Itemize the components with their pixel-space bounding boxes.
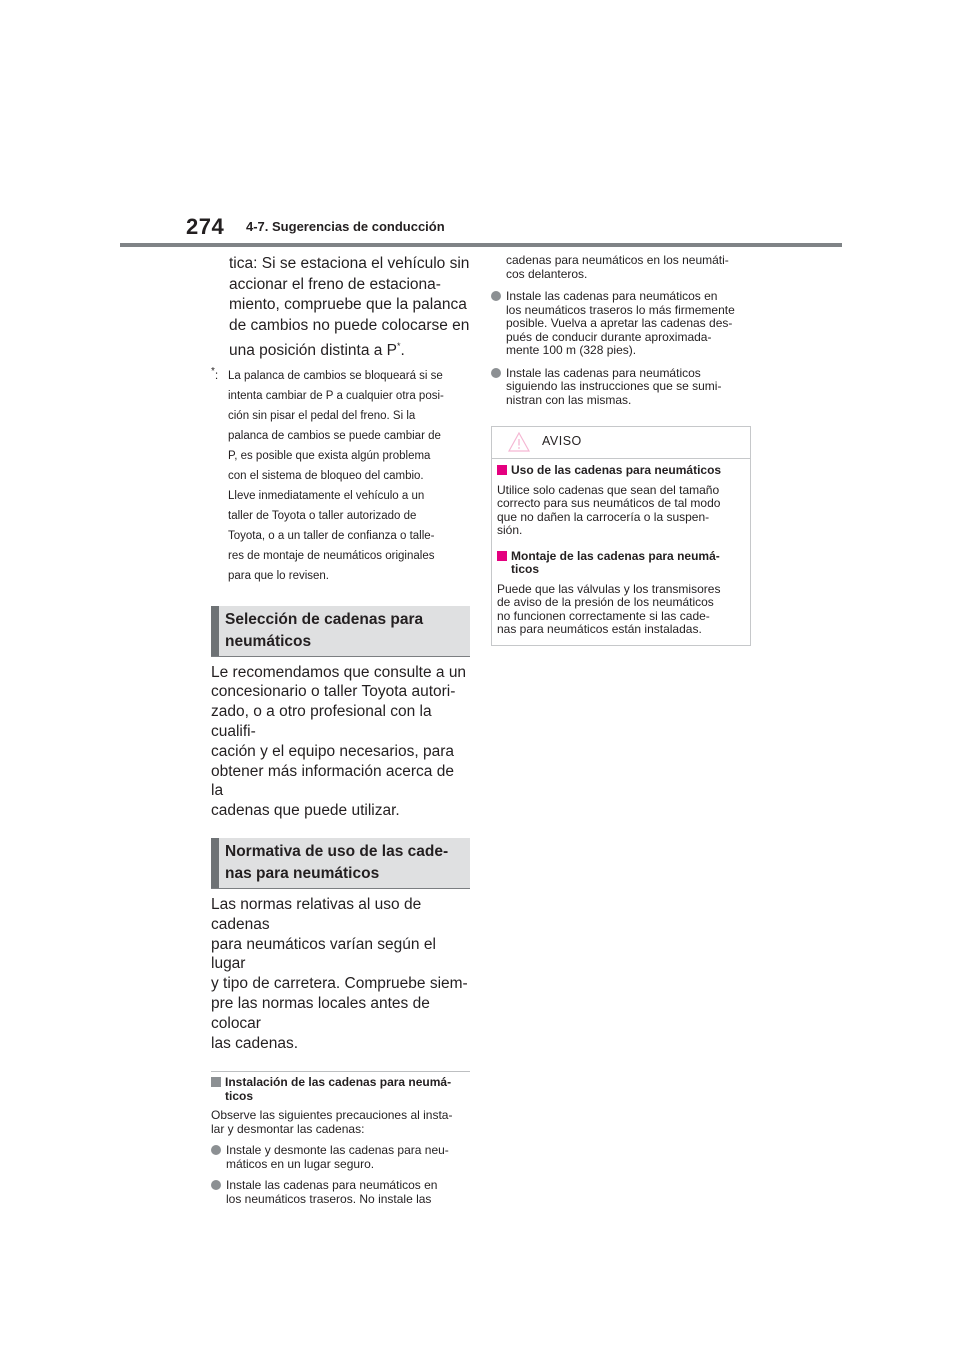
text-line: tica: Si se estaciona el vehículo sin [229, 255, 470, 272]
text-line: Le recomendamos que consulte a un [211, 663, 467, 681]
text-line: Utilice solo cadenas que sean del tamaño [497, 482, 720, 497]
text-line: cos delanteros. [506, 266, 588, 281]
footnote-mark [211, 362, 218, 385]
text-line: nistran con las mismas. [506, 392, 632, 407]
text-line: de cambios no puede colocarse en [229, 316, 470, 334]
text-line: nas para neumáticos están instaladas. [497, 622, 702, 636]
text-line: de aviso de la presión de los neumáticos [497, 595, 714, 609]
section-body [211, 895, 470, 1053]
circle-bullet-icon [491, 368, 501, 378]
text-line: no funcionen correctamente si las cade- [497, 608, 710, 623]
warning-subheading [497, 550, 745, 577]
text-line: pre las normas locales antes de colocar [211, 995, 430, 1032]
text-line: con el sistema de bloqueo del cambio. [228, 469, 424, 482]
subsection-heading [211, 1076, 470, 1103]
text-line: Toyota, o a un taller de confianza o talle- [228, 529, 435, 542]
heading-line: nas para neumáticos [225, 865, 380, 883]
left-column [211, 254, 470, 1206]
footnote-reference: * [397, 341, 401, 351]
warning-box [491, 426, 751, 646]
heading-line: neumáticos [225, 632, 312, 650]
warning-subheading [497, 464, 745, 478]
text-line: La palanca de cambios se bloqueará si se [228, 369, 443, 382]
warning-triangle-icon [508, 432, 530, 457]
heading-line: Instalación de las cadenas para neumá- [225, 1075, 452, 1090]
footnote-asterisk: * [211, 365, 215, 377]
text-line: taller de Toyota o taller autorizado de [228, 509, 417, 522]
text-line: mente 100 m (328 pies). [506, 343, 637, 357]
circle-bullet-icon [211, 1145, 221, 1155]
square-bullet-icon [497, 551, 507, 561]
text-line: que no dañen la carrocería o la suspen- [497, 509, 710, 524]
continued-paragraph [229, 254, 470, 362]
subsection-rule [211, 1071, 470, 1072]
text-line: intenta cambiar de P a cualquier otra posi- [228, 389, 444, 402]
text-line: Lleve inmediatamente el vehículo a un [228, 489, 425, 502]
text-line: palanca de cambios se puede cambiar de [228, 429, 441, 442]
page-number: 274 [186, 214, 225, 239]
heading-line: Selección de cadenas para [225, 610, 424, 628]
text-line: cación y el equipo necesarios, para [211, 742, 454, 760]
footnote-colon: : [214, 367, 219, 382]
text-line: Observe las siguientes precauciones al insta- [211, 1108, 453, 1123]
text-line: cadenas para neumáticos en los neumáti- [506, 253, 729, 267]
text-line: concesionario o taller Toyota autori- [211, 683, 456, 701]
text-line: accionar el freno de estaciona- [229, 275, 441, 293]
text-line: para neumáticos varían según el lugar [211, 935, 436, 973]
warning-text [497, 484, 745, 538]
text-line: Instale las cadenas para neumáticos en [226, 1178, 438, 1193]
square-bullet-icon [497, 465, 507, 475]
text-line: correcto para sus neumáticos de tal modo [497, 496, 721, 510]
text-line: res de montaje de neumáticos originales [228, 549, 435, 562]
text-line: obtener más información acerca de la [211, 762, 454, 800]
warning-body [492, 459, 750, 645]
text-line: Instale y desmonte las cadenas para neu- [226, 1143, 449, 1158]
text-line: siguiendo las instrucciones que se sumi- [506, 379, 722, 393]
text-line: miento, compruebe que la palanca [229, 296, 467, 313]
section-body [211, 663, 470, 821]
text-line: máticos en un lugar seguro. [226, 1156, 375, 1171]
heading-line: Normativa de uso de las cade- [225, 843, 449, 861]
list-item [211, 1144, 470, 1171]
text-line: Las normas relativas al uso de cadenas [211, 896, 422, 933]
warning-text [497, 583, 745, 637]
text-line: P, es posible que exista algún problema [228, 449, 431, 462]
footnote [211, 366, 470, 586]
text-fragment: una posición distinta a P [229, 342, 398, 360]
text-line: sión. [497, 523, 523, 537]
section-heading-chain-selection [211, 606, 470, 657]
text-line: Puede que las válvulas y los transmisores [497, 581, 721, 596]
heading-line: ticos [225, 1088, 254, 1103]
text-line: cadenas que puede utilizar. [211, 802, 400, 820]
text-line: zado, o a otro profesional con la cualifi- [211, 703, 432, 741]
heading-line: Uso de las cadenas para neumáticos [511, 463, 722, 477]
warning-title: AVISO [542, 434, 582, 448]
warning-header [492, 427, 750, 459]
text-line: los neumáticos traseros lo más firmemente [506, 302, 735, 317]
circle-bullet-icon [491, 291, 501, 301]
list-item [491, 367, 753, 408]
text-line: pués de conducir durante aproximada- [506, 329, 712, 344]
chapter-title: 4-7. Sugerencias de conducción [246, 219, 445, 234]
continued-bullet-text [491, 254, 753, 281]
list-item [491, 290, 753, 358]
text-line: una posición distinta a P*. [229, 341, 405, 360]
circle-bullet-icon [211, 1180, 221, 1190]
section-heading-chain-regulations [211, 838, 470, 889]
text-line: lar y desmontar las cadenas: [211, 1121, 365, 1136]
subsection-intro [211, 1109, 470, 1136]
text-line: Instale las cadenas para neumáticos [506, 365, 701, 380]
text-line: ción sin pisar el pedal del freno. Si la [228, 409, 416, 422]
header-rule [120, 243, 842, 247]
list-item [211, 1179, 470, 1206]
text-line: y tipo de carretera. Compruebe siem- [211, 975, 468, 993]
square-bullet-icon [211, 1077, 221, 1087]
heading-line: Montaje de las cadenas para neumá- [511, 548, 720, 563]
text-line: las cadenas. [211, 1034, 299, 1052]
text-line: para que lo revisen. [228, 569, 330, 582]
text-line: Instale las cadenas para neumáticos en [506, 289, 718, 303]
text-line: los neumáticos traseros. No instale las [226, 1191, 432, 1206]
heading-line: ticos [511, 562, 540, 576]
right-column [491, 254, 753, 646]
text-line: posible. Vuelva a apretar las cadenas des- [506, 316, 733, 330]
